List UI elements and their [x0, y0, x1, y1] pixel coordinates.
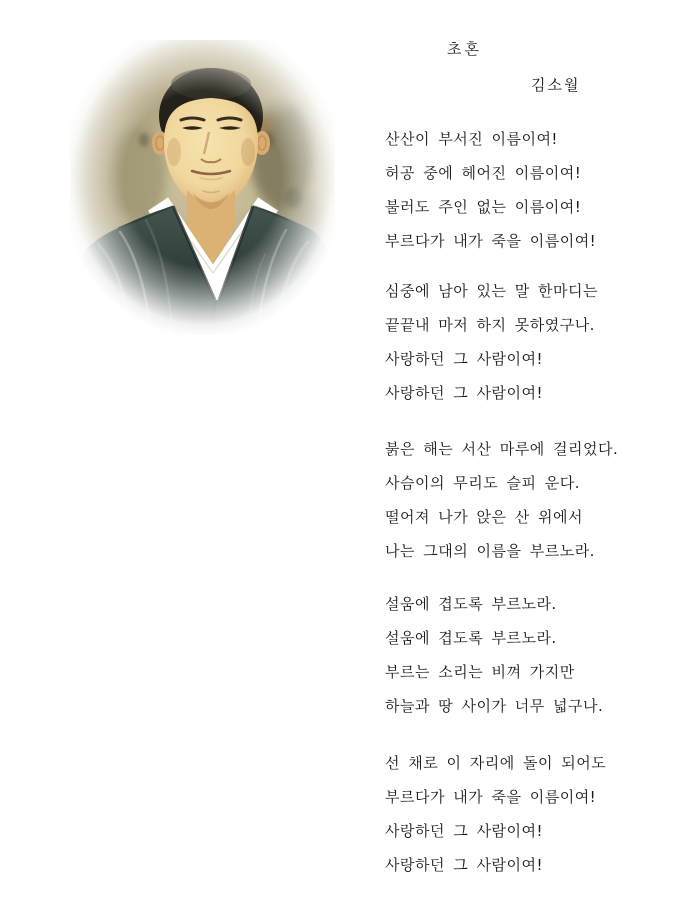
poem-line: 설움에 겹도록 부르노라.	[385, 629, 557, 647]
poem-line: 사슴이의 무리도 슬피 운다.	[385, 474, 580, 492]
poem-line: 부르다가 내가 죽을 이름이여!	[385, 788, 597, 806]
poem-line: 붉은 해는 서산 마루에 걸리었다.	[385, 440, 619, 458]
stanza-2	[385, 281, 685, 417]
poem-line: 떨어져 나가 앉은 산 위에서	[385, 508, 583, 526]
poem-line: 부르다가 내가 죽을 이름이여!	[385, 232, 597, 250]
poem-line: 심중에 남아 있는 말 한마디는	[385, 282, 598, 300]
poem-title: 초혼	[447, 40, 482, 58]
kim-sowol-portrait	[70, 40, 335, 335]
stanza-4	[385, 594, 685, 730]
poem-line: 사랑하던 그 사람이여!	[385, 350, 543, 368]
poem-line: 허공 중에 헤어진 이름이여!	[385, 164, 582, 182]
poem-line: 사랑하던 그 사람이여!	[385, 822, 543, 840]
poem-line: 하늘과 땅 사이가 너무 넓구나.	[385, 697, 604, 715]
stanza-1	[385, 129, 685, 265]
poem-line: 나는 그대의 이름을 부르노라.	[385, 542, 595, 560]
portrait-illustration	[70, 40, 335, 335]
poem-author: 김소월	[531, 76, 581, 94]
poem-line: 끝끝내 마저 하지 못하였구나.	[385, 316, 595, 334]
poem-line: 사랑하던 그 사람이여!	[385, 384, 543, 402]
poem-line: 설움에 겹도록 부르노라.	[385, 595, 557, 613]
poem-line: 부르는 소리는 비껴 가지만	[385, 663, 575, 681]
stanza-5	[385, 753, 685, 889]
portrait-vignette	[70, 40, 335, 335]
stanza-3	[385, 439, 685, 575]
poem-line: 불러도 주인 없는 이름이여!	[385, 198, 582, 216]
poem-line: 사랑하던 그 사람이여!	[385, 856, 543, 874]
poem-line: 선 채로 이 자리에 돌이 되어도	[385, 754, 607, 772]
poem-line: 산산이 부서진 이름이여!	[385, 130, 558, 148]
